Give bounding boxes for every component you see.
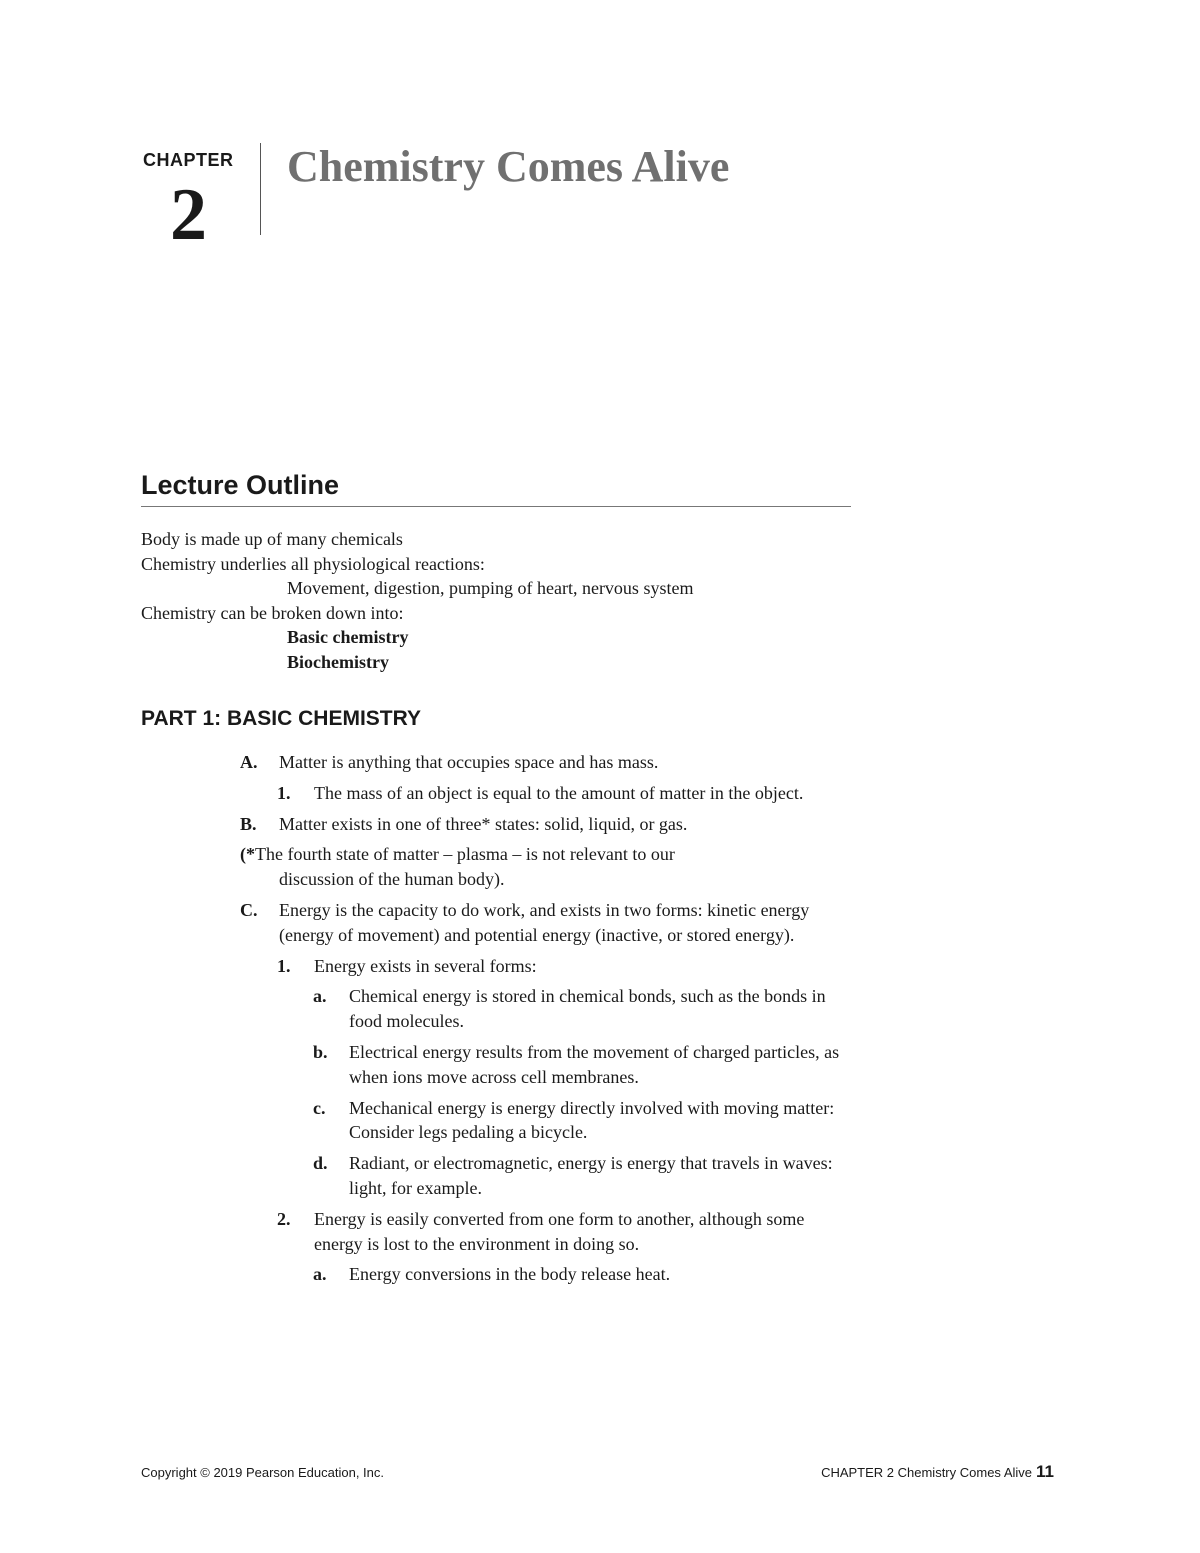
item-label: 2.	[277, 1208, 291, 1229]
chapter-label: CHAPTER	[143, 150, 234, 170]
item-label: b.	[313, 1041, 328, 1062]
outline-item-c2a	[0, 1262, 1200, 1287]
item-text: Mechanical energy is energy directly involved with moving matter: Consider legs pedaling a bicycle.	[349, 1097, 835, 1143]
item-label: a.	[313, 986, 327, 1007]
running-footer	[821, 1462, 1054, 1482]
item-label: c.	[313, 1097, 326, 1118]
intro-bold-item: Biochemistry	[287, 651, 389, 672]
note-line: The fourth state of matter – plasma – is not relevant to our	[255, 844, 675, 865]
intro-line: Chemistry underlies all physiological reactions:	[141, 553, 485, 574]
intro-bold-item: Basic chemistry	[287, 627, 409, 648]
intro-block	[141, 527, 693, 675]
chapter-title: Chemistry Comes Alive	[287, 142, 730, 191]
intro-line: Movement, digestion, pumping of heart, nervous system	[287, 578, 694, 599]
heading-rule	[141, 506, 851, 507]
item-label: 1.	[277, 782, 291, 803]
outline-item-b	[0, 812, 1200, 837]
copyright-notice: Copyright © 2019 Pearson Education, Inc.	[141, 1465, 385, 1480]
item-text: Energy is the capacity to do work, and exists in two forms: kinetic energy (energy of movement) and potential energy (inactive, or stored energy).	[279, 899, 810, 945]
page-number: 11	[1036, 1462, 1054, 1481]
item-label: C.	[240, 899, 258, 920]
item-label: A.	[240, 752, 258, 772]
outline-item-c1a	[0, 984, 1200, 1034]
chapter-number: 2	[170, 174, 207, 256]
item-text: Electrical energy results from the movement of charged particles, as when ions move across cell membranes.	[349, 1041, 840, 1087]
item-text: The mass of an object is equal to the amount of matter in the object.	[314, 782, 804, 803]
running-head: CHAPTER 2 Chemistry Comes Alive	[821, 1465, 1033, 1480]
item-text: Energy conversions in the body release heat.	[349, 1264, 671, 1285]
item-text: Radiant, or electromagnetic, energy is energy that travels in waves: light, for example.	[349, 1153, 833, 1198]
outline-item-a	[0, 750, 1200, 775]
outline-list	[0, 750, 1200, 1293]
intro-line: Chemistry can be broken down into:	[141, 602, 404, 623]
item-label: a.	[313, 1264, 327, 1285]
outline-item-a1	[0, 781, 1200, 806]
outline-item-c1c	[0, 1096, 1200, 1146]
item-text: Energy is easily converted from one form to another, although some energy is lost to the environment in doing so.	[314, 1208, 805, 1254]
item-label: 1.	[277, 955, 291, 976]
outline-item-c1b	[0, 1040, 1200, 1090]
item-text: Matter exists in one of three* states: solid, liquid, or gas.	[279, 813, 688, 834]
lecture-outline-heading: Lecture Outline	[141, 470, 340, 500]
part-heading: PART 1: BASIC CHEMISTRY	[141, 707, 422, 730]
outline-item-c2	[0, 1207, 1200, 1257]
item-text: Energy exists in several forms:	[314, 955, 537, 976]
plasma-note	[240, 842, 800, 892]
item-text: Matter is anything that occupies space and has mass.	[279, 752, 659, 772]
note-line: discussion of the human body).	[279, 869, 505, 890]
intro-line: Body is made up of many chemicals	[141, 529, 403, 549]
item-text: Chemical energy is stored in chemical bonds, such as the bonds in food molecules.	[349, 986, 826, 1032]
item-label: B.	[240, 813, 257, 834]
item-label: d.	[313, 1153, 328, 1174]
note-prefix: (*	[240, 844, 255, 865]
outline-item-c1	[0, 954, 1200, 979]
outline-item-c	[0, 898, 1200, 948]
chapter-divider	[260, 143, 261, 235]
outline-item-c1d	[0, 1151, 1200, 1201]
